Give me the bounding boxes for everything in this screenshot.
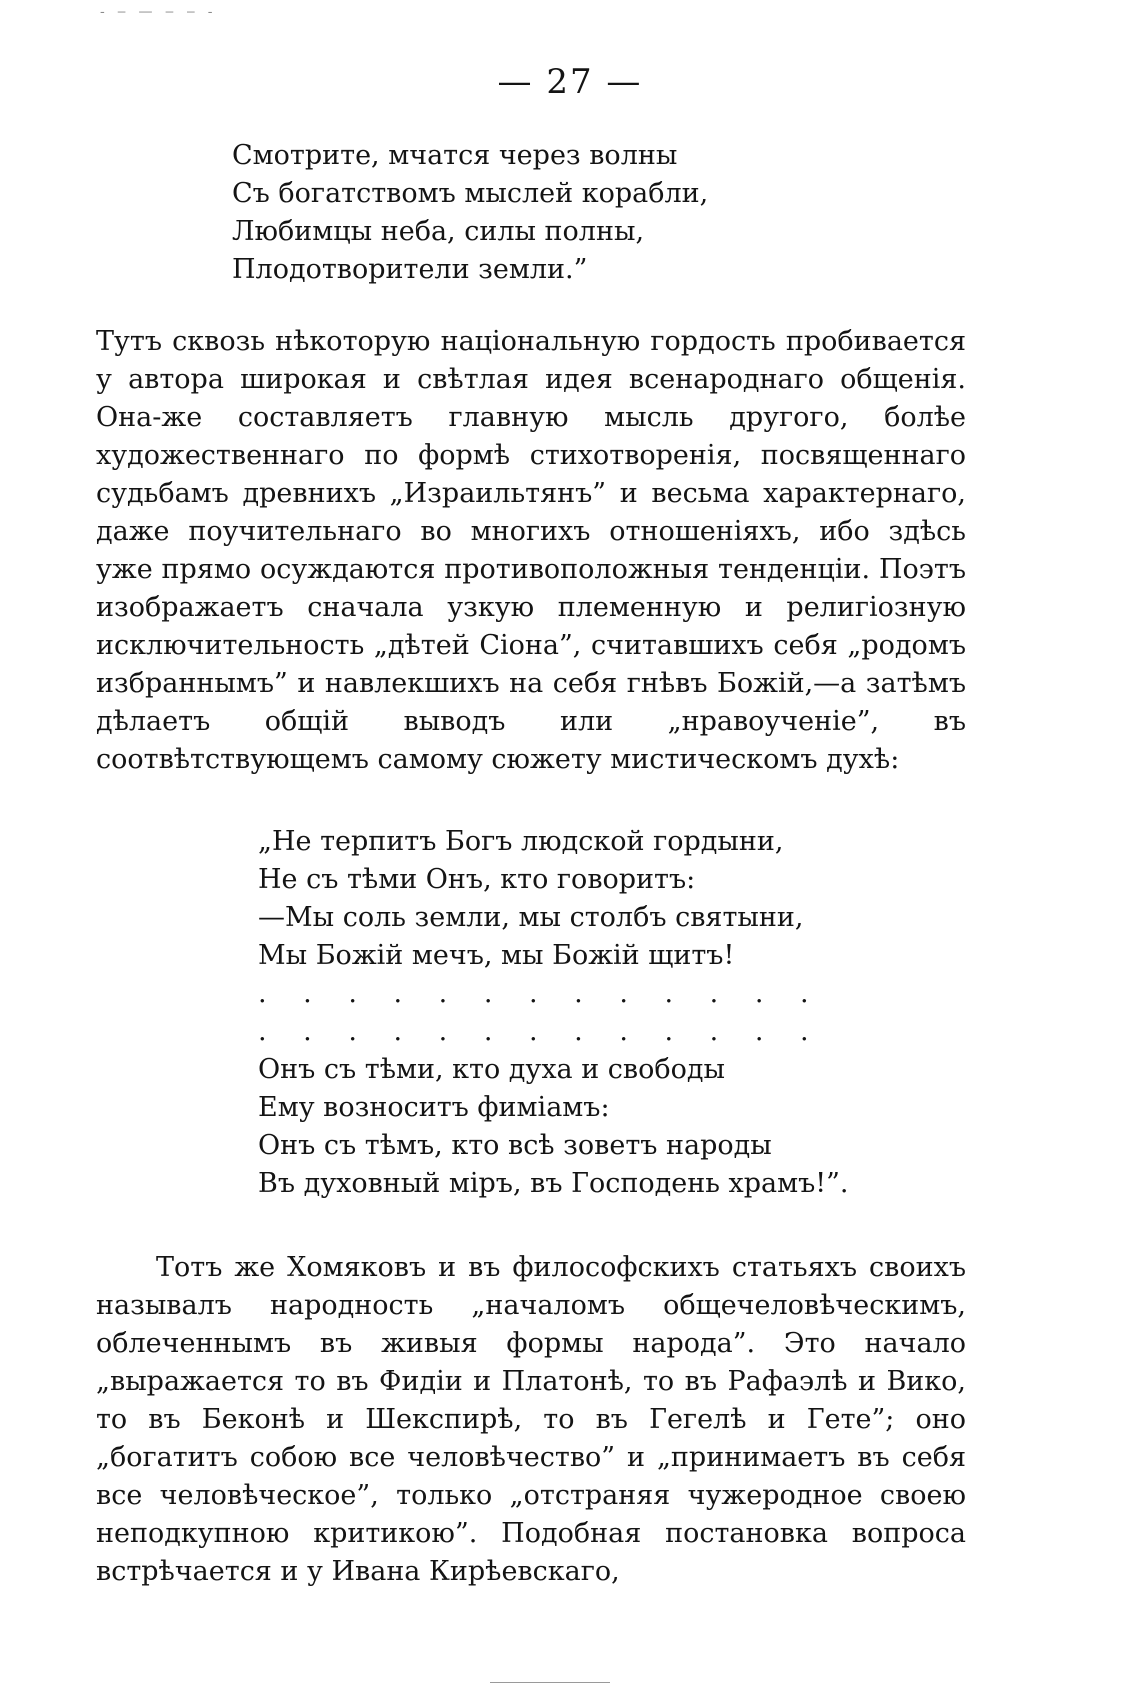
ellipsis-line: . . . . . . . . . . . . . [258, 1016, 823, 1047]
verse-line: Любимцы неба, силы полны, [232, 216, 645, 247]
verse-stanza-1 [232, 137, 708, 289]
verse-line: Ему возноситъ фиміамъ: [258, 1092, 610, 1123]
verse-line: Не съ тѣми Онъ, кто говоритъ: [258, 864, 696, 895]
verse-line: Въ духовный міръ, въ Господень храмъ!”. [258, 1168, 849, 1199]
paragraph-2: Тотъ же Хомяковъ и въ философскихъ статьяхъ своихъ называлъ народность „началомъ общечеловѣческимъ, облеченнымъ въ живыя формы народа”. Это начало „выражается то въ Фидіи и Платонѣ, то въ Рафаэлѣ и Вико, то въ Беконѣ и Шекспирѣ, то въ Гегелѣ и Гете”; оно „богатитъ собою все человѣчество” и „принимаетъ въ себя все человѣческое”, только „отстраняя чужеродное своею неподкупною критикою”. Подобная постановка вопроса встрѣчается и у Ивана Кирѣевскаго, [96, 1252, 966, 1587]
verse-line: —Мы соль земли, мы столбъ святыни, [258, 902, 804, 933]
ellipsis-line: . . . . . . . . . . . . . [258, 978, 823, 1009]
scan-artifact-marks: - ‒ — ‒ ‒ - [100, 4, 217, 20]
bottom-rule [490, 1682, 610, 1683]
verse-line: Онъ съ тѣми, кто духа и свободы [258, 1054, 726, 1085]
verse-stanza-2 [258, 823, 849, 1203]
verse-line: „Не терпитъ Богъ людской гордыни, [258, 826, 784, 857]
verse-line: Онъ съ тѣмъ, кто всѣ зоветъ народы [258, 1130, 772, 1161]
paragraph-1: Тутъ сквозь нѣкоторую національную гордость пробивается у автора широкая и свѣтлая идея всенароднаго общенія. Она-же составляетъ главную мысль другого, болѣе художественнаго по формѣ стихотворенія, посвященнаго судьбамъ древнихъ „Израильтянъ” и весьма характернаго, даже поучительнаго во многихъ отношеніяхъ, ибо здѣсь уже прямо осуждаются противоположныя тенденціи. Поэтъ изображаетъ сначала узкую племенную и религіозную исключительность „дѣтей Сіона”, считавшихъ себя „родомъ избраннымъ” и навлекшихъ на себя гнѣвъ Божій,—а затѣмъ дѣлаетъ общій выводъ или „нравоученіе”, въ соотвѣтствующемъ самому сюжету мистическомъ духѣ: [96, 326, 966, 775]
verse-line: Съ богатствомъ мыслей корабли, [232, 178, 709, 209]
verse-line: Мы Божій мечъ, мы Божій щитъ! [258, 940, 735, 971]
verse-line: Плодотворители земли.” [232, 254, 588, 285]
verse-line: Смотрите, мчатся через волны [232, 140, 678, 171]
page-number: — 27 — [497, 62, 643, 102]
